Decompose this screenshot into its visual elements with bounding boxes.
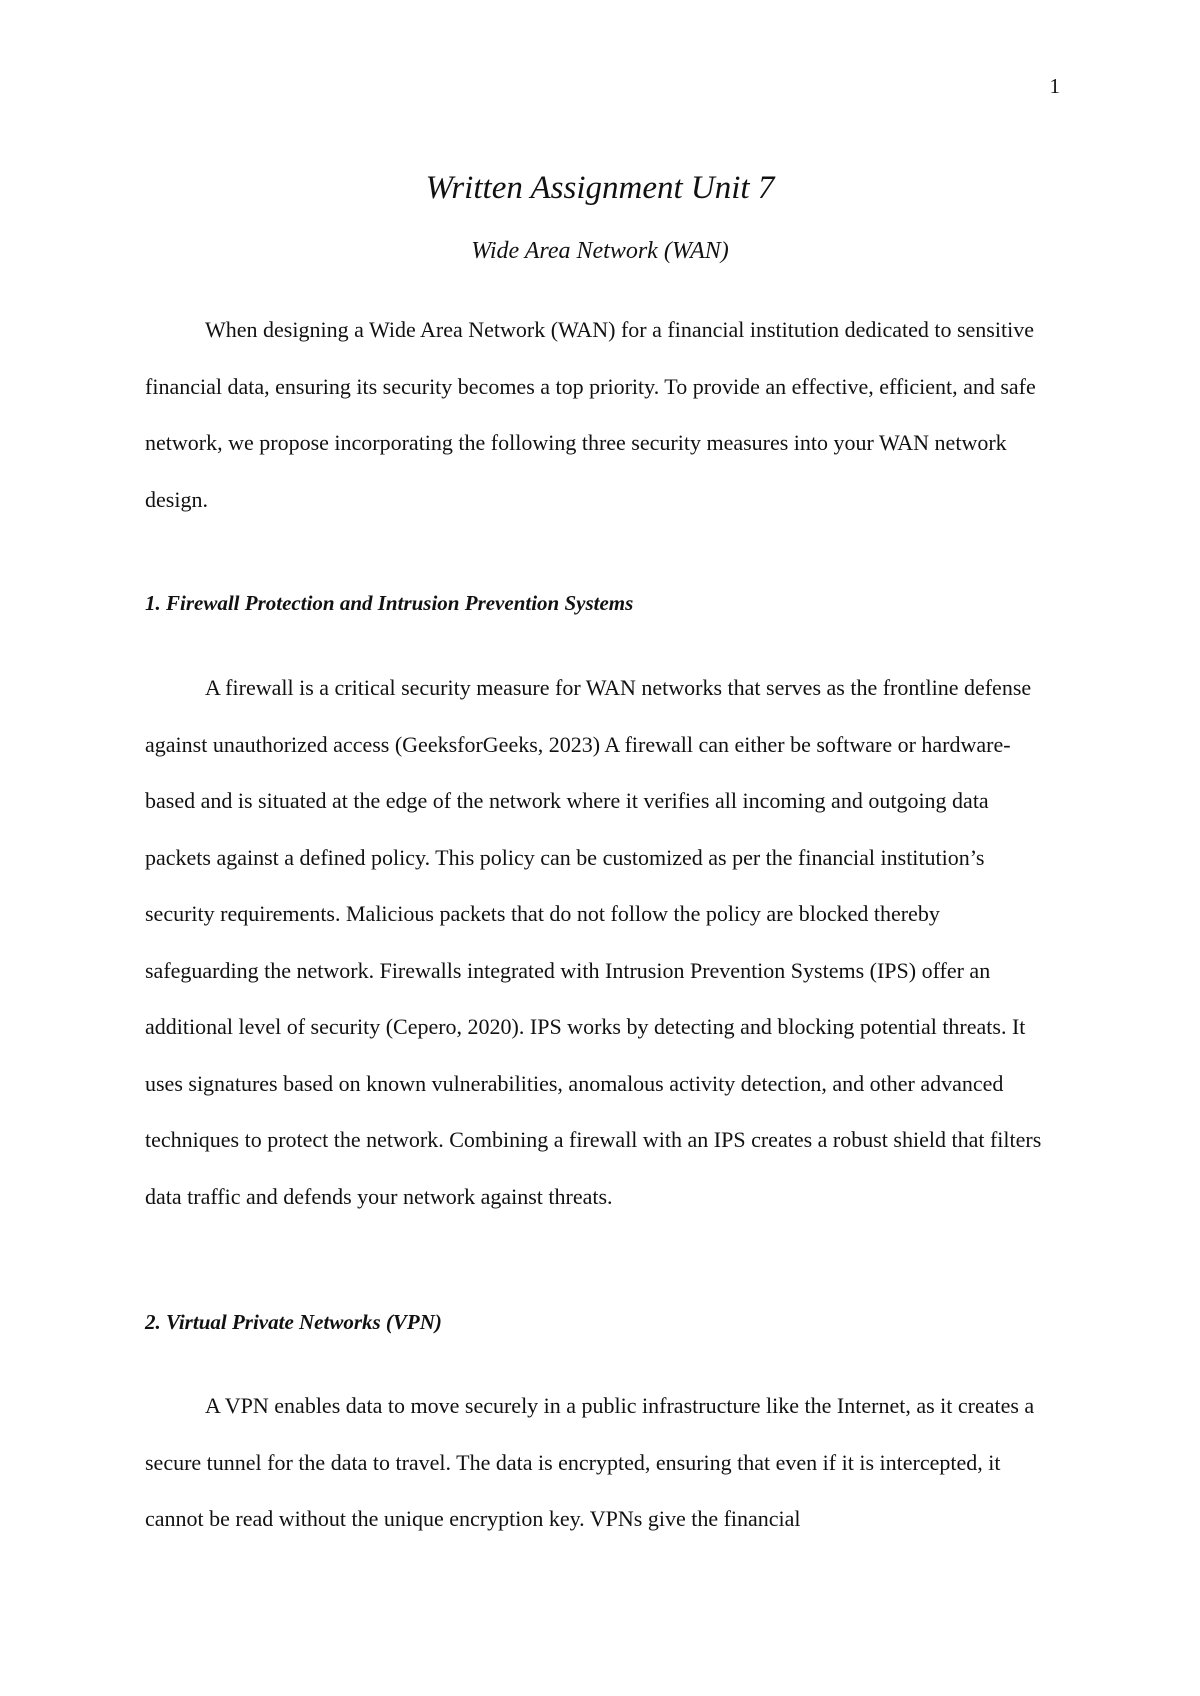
document-title: Written Assignment Unit 7 (425, 170, 775, 206)
section-heading-vpn: 2. Virtual Private Networks (VPN) (145, 1310, 442, 1334)
page-number: 1 (1049, 74, 1060, 98)
firewall-paragraph: A firewall is a critical security measure for WAN networks that serves as the frontline defense against unauthorized access (GeeksforGeeks, 2023) A firewall can either be software or hardware-based and is situated at the edge of the network where it verifies all incoming and outgoing data packets against a defined policy. This policy can be customized as per the financial institution’s security requirements. Malicious packets that do not follow the policy are blocked thereby safeguarding the network. Firewalls integrated with Intrusion Prevention Systems (IPS) offer an additional level of security (Cepero, 2020). IPS works by detecting and blocking potential threats. It uses signatures based on known vulnerabilities, anomalous activity detection, and other advanced techniques to protect the network. Combining a firewall with an IPS creates a robust shield that filters data traffic and defends your network against threats. (145, 675, 1042, 1209)
vpn-section (145, 1378, 1055, 1548)
intro-paragraph: When designing a Wide Area Network (WAN) for a financial institution dedicated to sensitive financial data, ensuring its security becomes a top priority. To provide an effective, efficient, and safe network, we propose incorporating the following three security measures into your WAN network design. (145, 317, 1036, 512)
document-subtitle: Wide Area Network (WAN) (471, 238, 729, 264)
firewall-section (145, 660, 1055, 1225)
section-heading-firewall: 1. Firewall Protection and Intrusion Prevention Systems (145, 591, 634, 615)
intro-section (145, 302, 1055, 528)
vpn-paragraph: A VPN enables data to move securely in a public infrastructure like the Internet, as it creates a secure tunnel for the data to travel. The data is encrypted, ensuring that even if it is intercepted, it cannot be read without the unique encryption key. VPNs give the financial (145, 1393, 1035, 1531)
